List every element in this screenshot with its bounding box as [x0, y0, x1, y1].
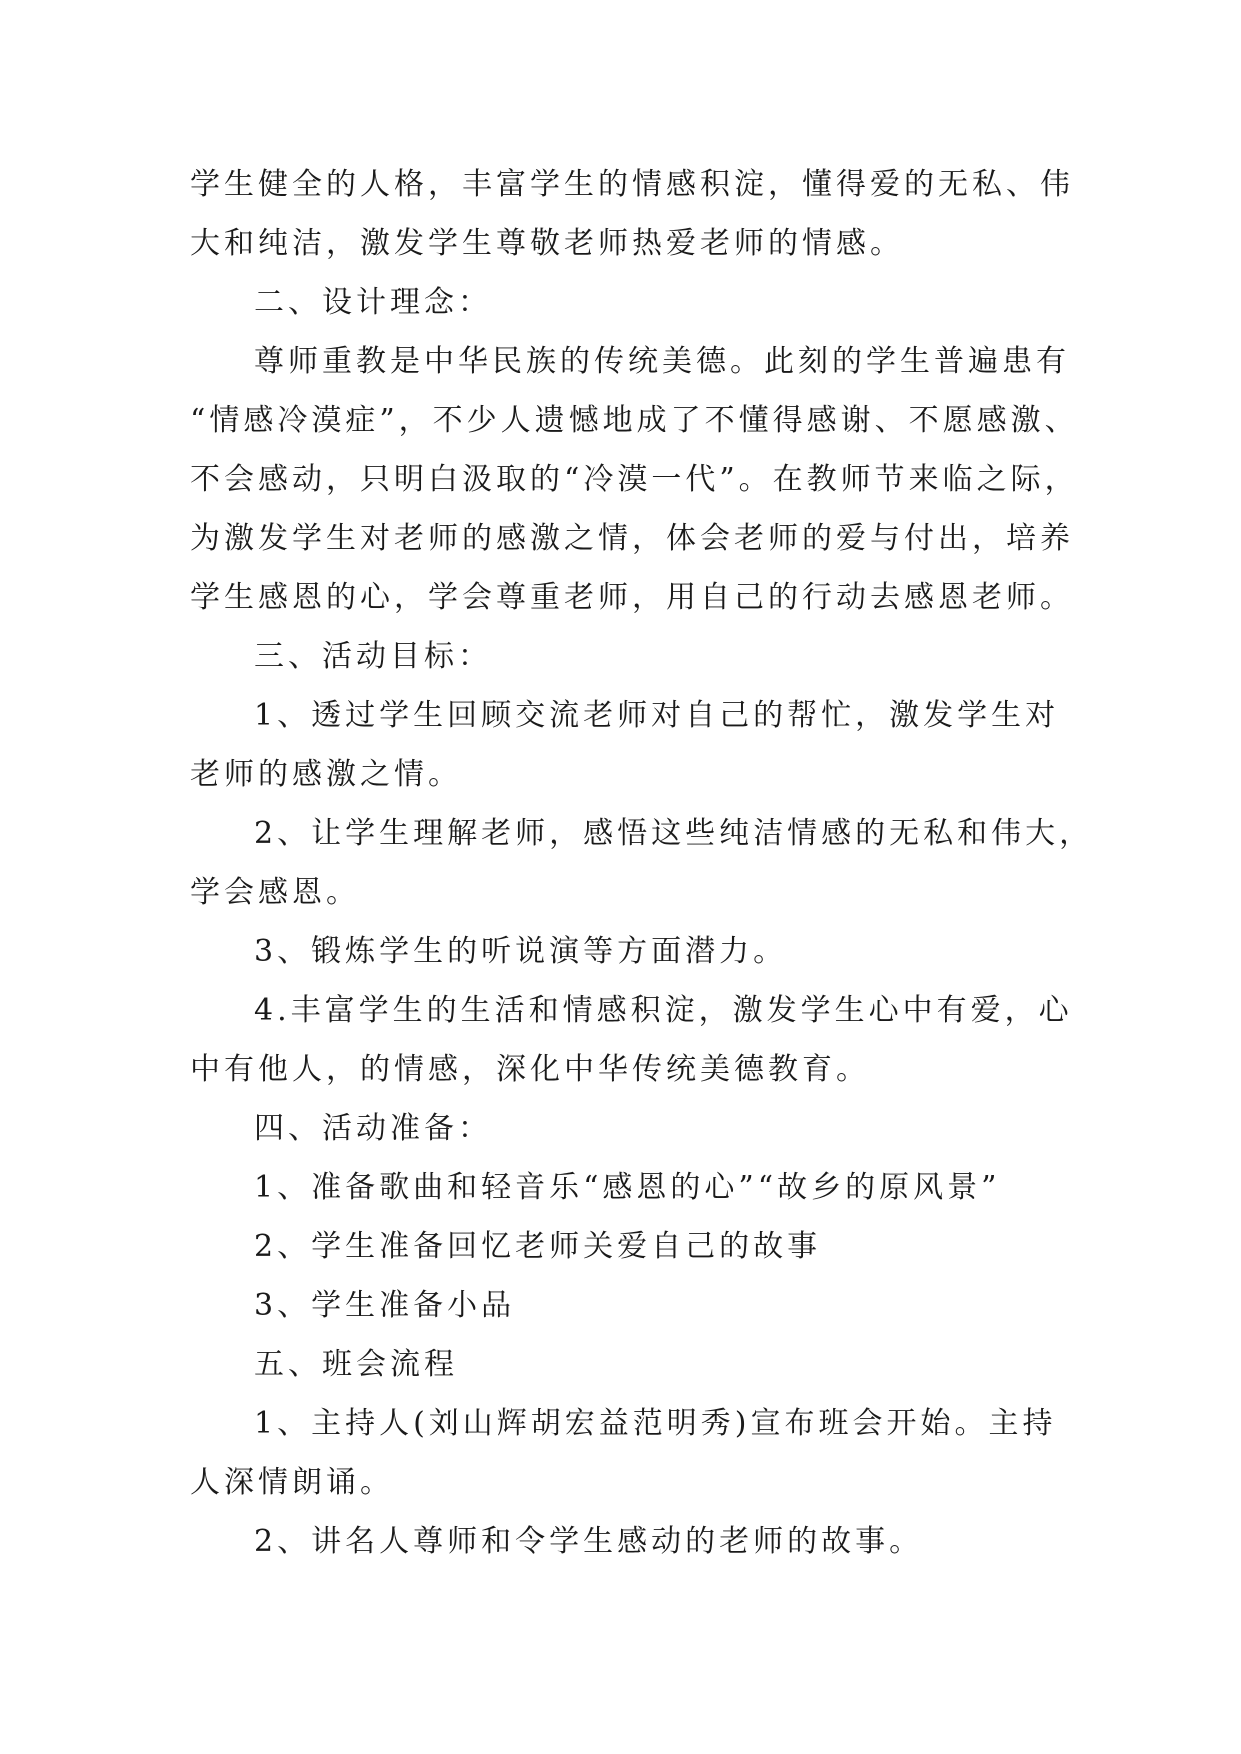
text-line: 不会感动，只明白汲取的“冷漠一代”。在教师节来临之际， [190, 462, 1079, 497]
text-line: 学生健全的人格，丰富学生的情感积淀，懂得爱的无私、伟 [190, 167, 1074, 202]
list-item: 2、让学生理解老师，感悟这些纯洁情感的无私和伟大， [254, 816, 1094, 851]
list-item: 2、学生准备回忆老师关爱自己的故事 [254, 1229, 822, 1264]
section-heading: 四、活动准备： [254, 1111, 492, 1146]
document-body [190, 155, 1094, 1571]
section-heading: 五、班会流程 [254, 1347, 458, 1382]
list-item: 3、学生准备小品 [254, 1288, 516, 1323]
text-line: 学生感恩的心，学会尊重老师，用自己的行动去感恩老师。 [190, 580, 1074, 615]
list-item: 1、准备歌曲和轻音乐“感恩的心”“故乡的原风景” [254, 1170, 1001, 1205]
text-line: 老师的感激之情。 [190, 757, 462, 792]
text-line: 中有他人，的情感，深化中华传统美德教育。 [190, 1052, 870, 1087]
text-line: 尊师重教是中华民族的传统美德。此刻的学生普遍患有 [254, 344, 1070, 379]
text-line: 学会感恩。 [190, 875, 360, 910]
text-line: 人深情朗诵。 [190, 1465, 394, 1500]
list-item: 4.丰富学生的生活和情感积淀，激发学生心中有爱，心 [254, 993, 1073, 1028]
list-item: 1、透过学生回顾交流老师对自己的帮忙，激发学生对 [254, 698, 1060, 733]
section-heading: 二、设计理念： [254, 285, 492, 320]
list-item: 1、主持人(刘山辉胡宏益范明秀)宣布班会开始。主持 [254, 1406, 1057, 1441]
list-item: 2、讲名人尊师和令学生感动的老师的故事。 [254, 1524, 924, 1559]
text-line: “情感冷漠症”，不少人遗憾地成了不懂得感谢、不愿感激、 [190, 403, 1079, 438]
list-item: 3、锻炼学生的听说演等方面潜力。 [254, 934, 788, 969]
text-line: 大和纯洁，激发学生尊敬老师热爱老师的情感。 [190, 226, 904, 261]
text-line: 为激发学生对老师的感激之情，体会老师的爱与付出，培养 [190, 521, 1074, 556]
section-heading: 三、活动目标： [254, 639, 492, 674]
